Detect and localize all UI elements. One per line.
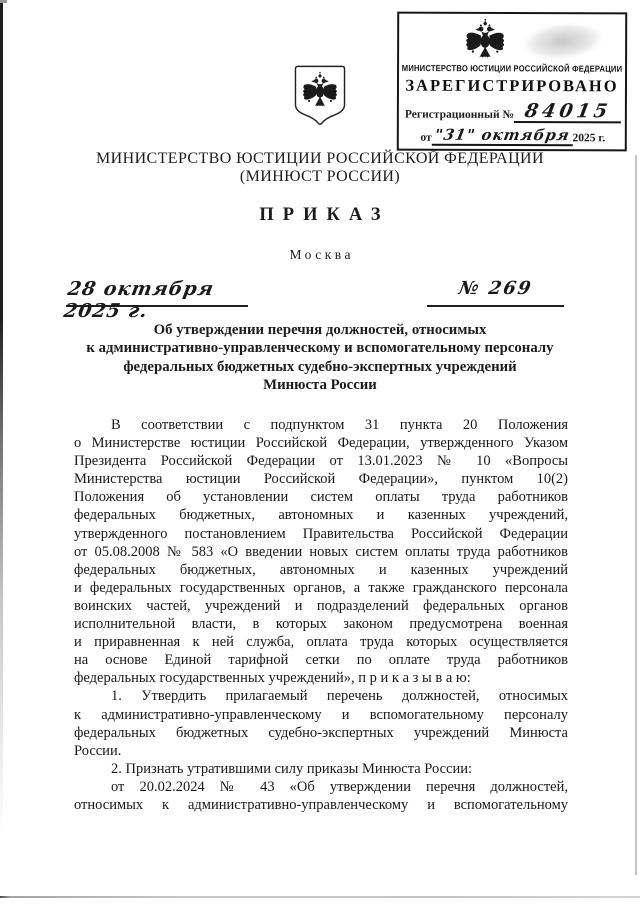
- body-text-line: и федеральных государственных органов, а также гражданского персонала: [74, 579, 568, 596]
- body-text-line: 2. Признать утратившими силу приказы Минюста России:: [111, 760, 473, 777]
- scan-artifact-left-edge: [0, 0, 3, 835]
- order-date-handwritten: 28 октября 2025 г.: [62, 278, 216, 322]
- order-subject: [40, 321, 600, 394]
- body-text-line: В соответствии с подпунктом 31 пункта 20 Положения: [111, 417, 568, 433]
- scan-artifact-right-edge: [635, 155, 637, 875]
- registration-stamp: [397, 12, 627, 152]
- coat-of-arms: [286, 64, 354, 131]
- stamp-registration-number-row: [405, 102, 621, 124]
- stamp-date-day-month: "31" октября: [433, 125, 572, 145]
- body-text-line: Министерства юстиции Российской Федерации», пунктом 10(2): [74, 471, 568, 488]
- body-text-line: утвержденного постановлением Правительства Российской Федерации: [74, 525, 568, 542]
- body-text-line: о Министерстве юстиции Российской Федерации, утвержденного Указом: [74, 435, 568, 452]
- subject-line: к административно-управленческому и вспомогательному персоналу: [86, 340, 554, 357]
- body-text-line: от 20.02.2024 № 43 «Об утверждении перечня должностей,: [111, 778, 568, 795]
- body-text-line: на основе Единой тарифной сетки по оплате труда работников: [74, 652, 568, 669]
- stamp-date-row: [409, 125, 617, 147]
- scan-artifact-corner-tick: [0, 0, 7, 3]
- body-text-line: федеральных государственных учреждений», п р и к а з ы в а ю:: [74, 670, 471, 687]
- body-text-line: России.: [74, 742, 122, 759]
- order-number-handwritten: № 269: [456, 278, 535, 299]
- stamp-date-year: 2025 г.: [572, 132, 606, 145]
- body-text-line: федеральных бюджетных, автономных и казенных учреждений,: [74, 507, 568, 524]
- order-body-text: [74, 416, 568, 814]
- registration-number-label: Регистрационный №: [404, 108, 515, 122]
- body-text-line: 1. Утвердить прилагаемый перечень должностей, относимых: [111, 688, 568, 705]
- stamp-ministry-line: МИНИСТЕРСТВО ЮСТИЦИИ РОССИЙСКОЙ ФЕДЕРАЦИИ: [401, 62, 623, 75]
- scan-artifact-bottom-edge: [0, 896, 640, 898]
- body-text-line: федеральных бюджетных, автономных и казенных учреждений: [74, 561, 568, 578]
- body-text-line: воинских частей, учреждений и подразделений федеральных органов: [74, 597, 568, 614]
- subject-line: Минюста России: [263, 376, 377, 393]
- registration-number-field: [514, 102, 621, 123]
- stamp-registered-label: ЗАРЕГИСТРИРОВАНО: [405, 75, 619, 96]
- ministry-name: МИНИСТЕРСТВО ЮСТИЦИИ РОССИЙСКОЙ ФЕДЕРАЦИИ: [96, 150, 544, 167]
- body-text-line: от 05.08.2008 № 583 «О введении новых систем оплаты труда работников: [74, 543, 568, 560]
- ministry-name-block: [0, 150, 640, 185]
- body-text-line: к административно-управленческому и вспомогательному персоналу: [74, 706, 568, 723]
- stamp-date-prefix: от: [420, 131, 432, 144]
- body-text-line: федеральных бюджетных судебно-экспертных учреждений Минюста: [74, 724, 568, 741]
- subject-line: Об утверждении перечня должностей, относимых: [153, 322, 487, 338]
- order-date-field: [62, 278, 248, 322]
- stamp-eagle-icon: [459, 17, 511, 62]
- ministry-short-name: (МИНЮСТ РОССИИ): [239, 167, 401, 185]
- body-text-line: Положения об установлении систем оплаты труда работников: [74, 489, 568, 506]
- order-number-field: [427, 278, 564, 307]
- body-text-line: Президента Российской Федерации от 13.01.2023 № 10 «Вопросы: [74, 453, 568, 470]
- registration-number-value: 84015: [522, 100, 613, 123]
- document-type-title: ПРИКАЗ: [259, 205, 390, 225]
- issuing-city: Москва: [289, 247, 354, 262]
- body-text-line: относимых к административно-управленческому и вспомогательному: [74, 796, 568, 813]
- body-text-line: исполнительной власти, в которых законом предусмотрена военная: [74, 616, 568, 633]
- body-text-line: и приравненная к ней служба, оплата труда которых осуществляется: [74, 634, 568, 651]
- stamp-date-field: [432, 125, 573, 146]
- stamp-ink-smudge: [524, 20, 603, 62]
- subject-line: федеральных бюджетных судебно-экспертных учреждений: [123, 358, 517, 375]
